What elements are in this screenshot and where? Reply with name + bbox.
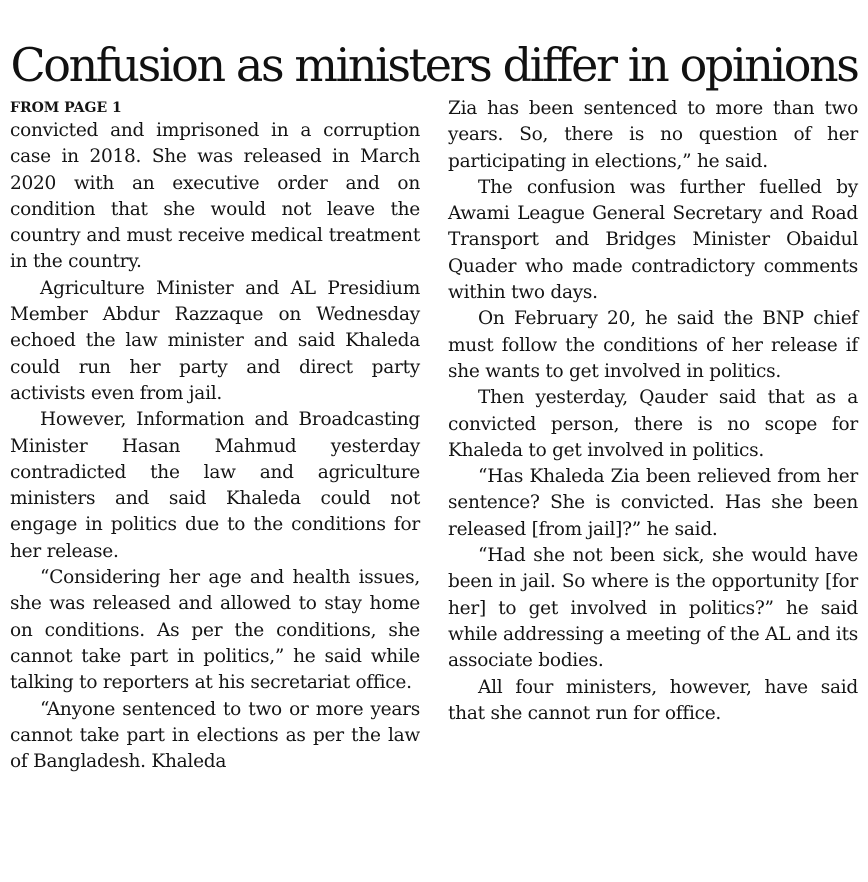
paragraph: convicted and imprisoned in a corruption case in 2018. She was released in March 2020 with an executive order and on condition that she would not leave the country and must receive medical treatment in the country. [10, 120, 420, 273]
paragraph: Then yesterday, Qauder said that as a convicted person, there is no scope for Khaleda to get involved in politics. [448, 387, 858, 461]
paragraph: The confusion was further fuelled by Awami League General Secretary and Road Transport and Bridges Minister Obaidul Quader who made contradictory comments within two days. [448, 176, 858, 304]
paragraph: “Has Khaleda Zia been relieved from her sentence? She is convicted. Has she been released [from jail]?” he said. [448, 466, 858, 540]
paragraph: On February 20, he said the BNP chief must follow the conditions of her release if she wants to get involved in politics. [448, 308, 858, 382]
paragraph: Agriculture Minister and AL Presidium Member Abdur Razzaque on Wednesday echoed the law minister and said Khaleda could run her party and direct party activists even from jail. [10, 277, 420, 404]
paragraph: Zia has been sentenced to more than two years. So, there is no question of her participating in elections,” he said. [448, 98, 858, 172]
paragraph: “Considering her age and health issues, she was released and allowed to stay home on conditions. As per the conditions, she cannot take part in politics,” he said while talking to reporters at his secretariat office. [10, 567, 420, 694]
paragraph: However, Information and Broadcasting Minister Hasan Mahmud yesterday contradicted the law and agriculture ministers and said Khaleda could not engage in politics due to the conditions for her release. [10, 409, 420, 562]
headline: Confusion as ministers differ in opinions [10, 38, 858, 92]
paragraph: All four ministers, however, have said that she cannot run for office. [448, 676, 858, 724]
paragraph: “Anyone sentenced to two or more years cannot take part in elections as per the law of Bangladesh. Khaleda [10, 698, 420, 773]
article-column-right [448, 96, 858, 727]
continuation-kicker: FROM PAGE 1 [10, 100, 122, 116]
paragraph: “Had she not been sick, she would have been in jail. So where is the opportunity [for her] to get involved in politics?” he said while addressing a meeting of the AL and its associate bodies. [448, 545, 858, 672]
article-column-left [10, 96, 420, 775]
